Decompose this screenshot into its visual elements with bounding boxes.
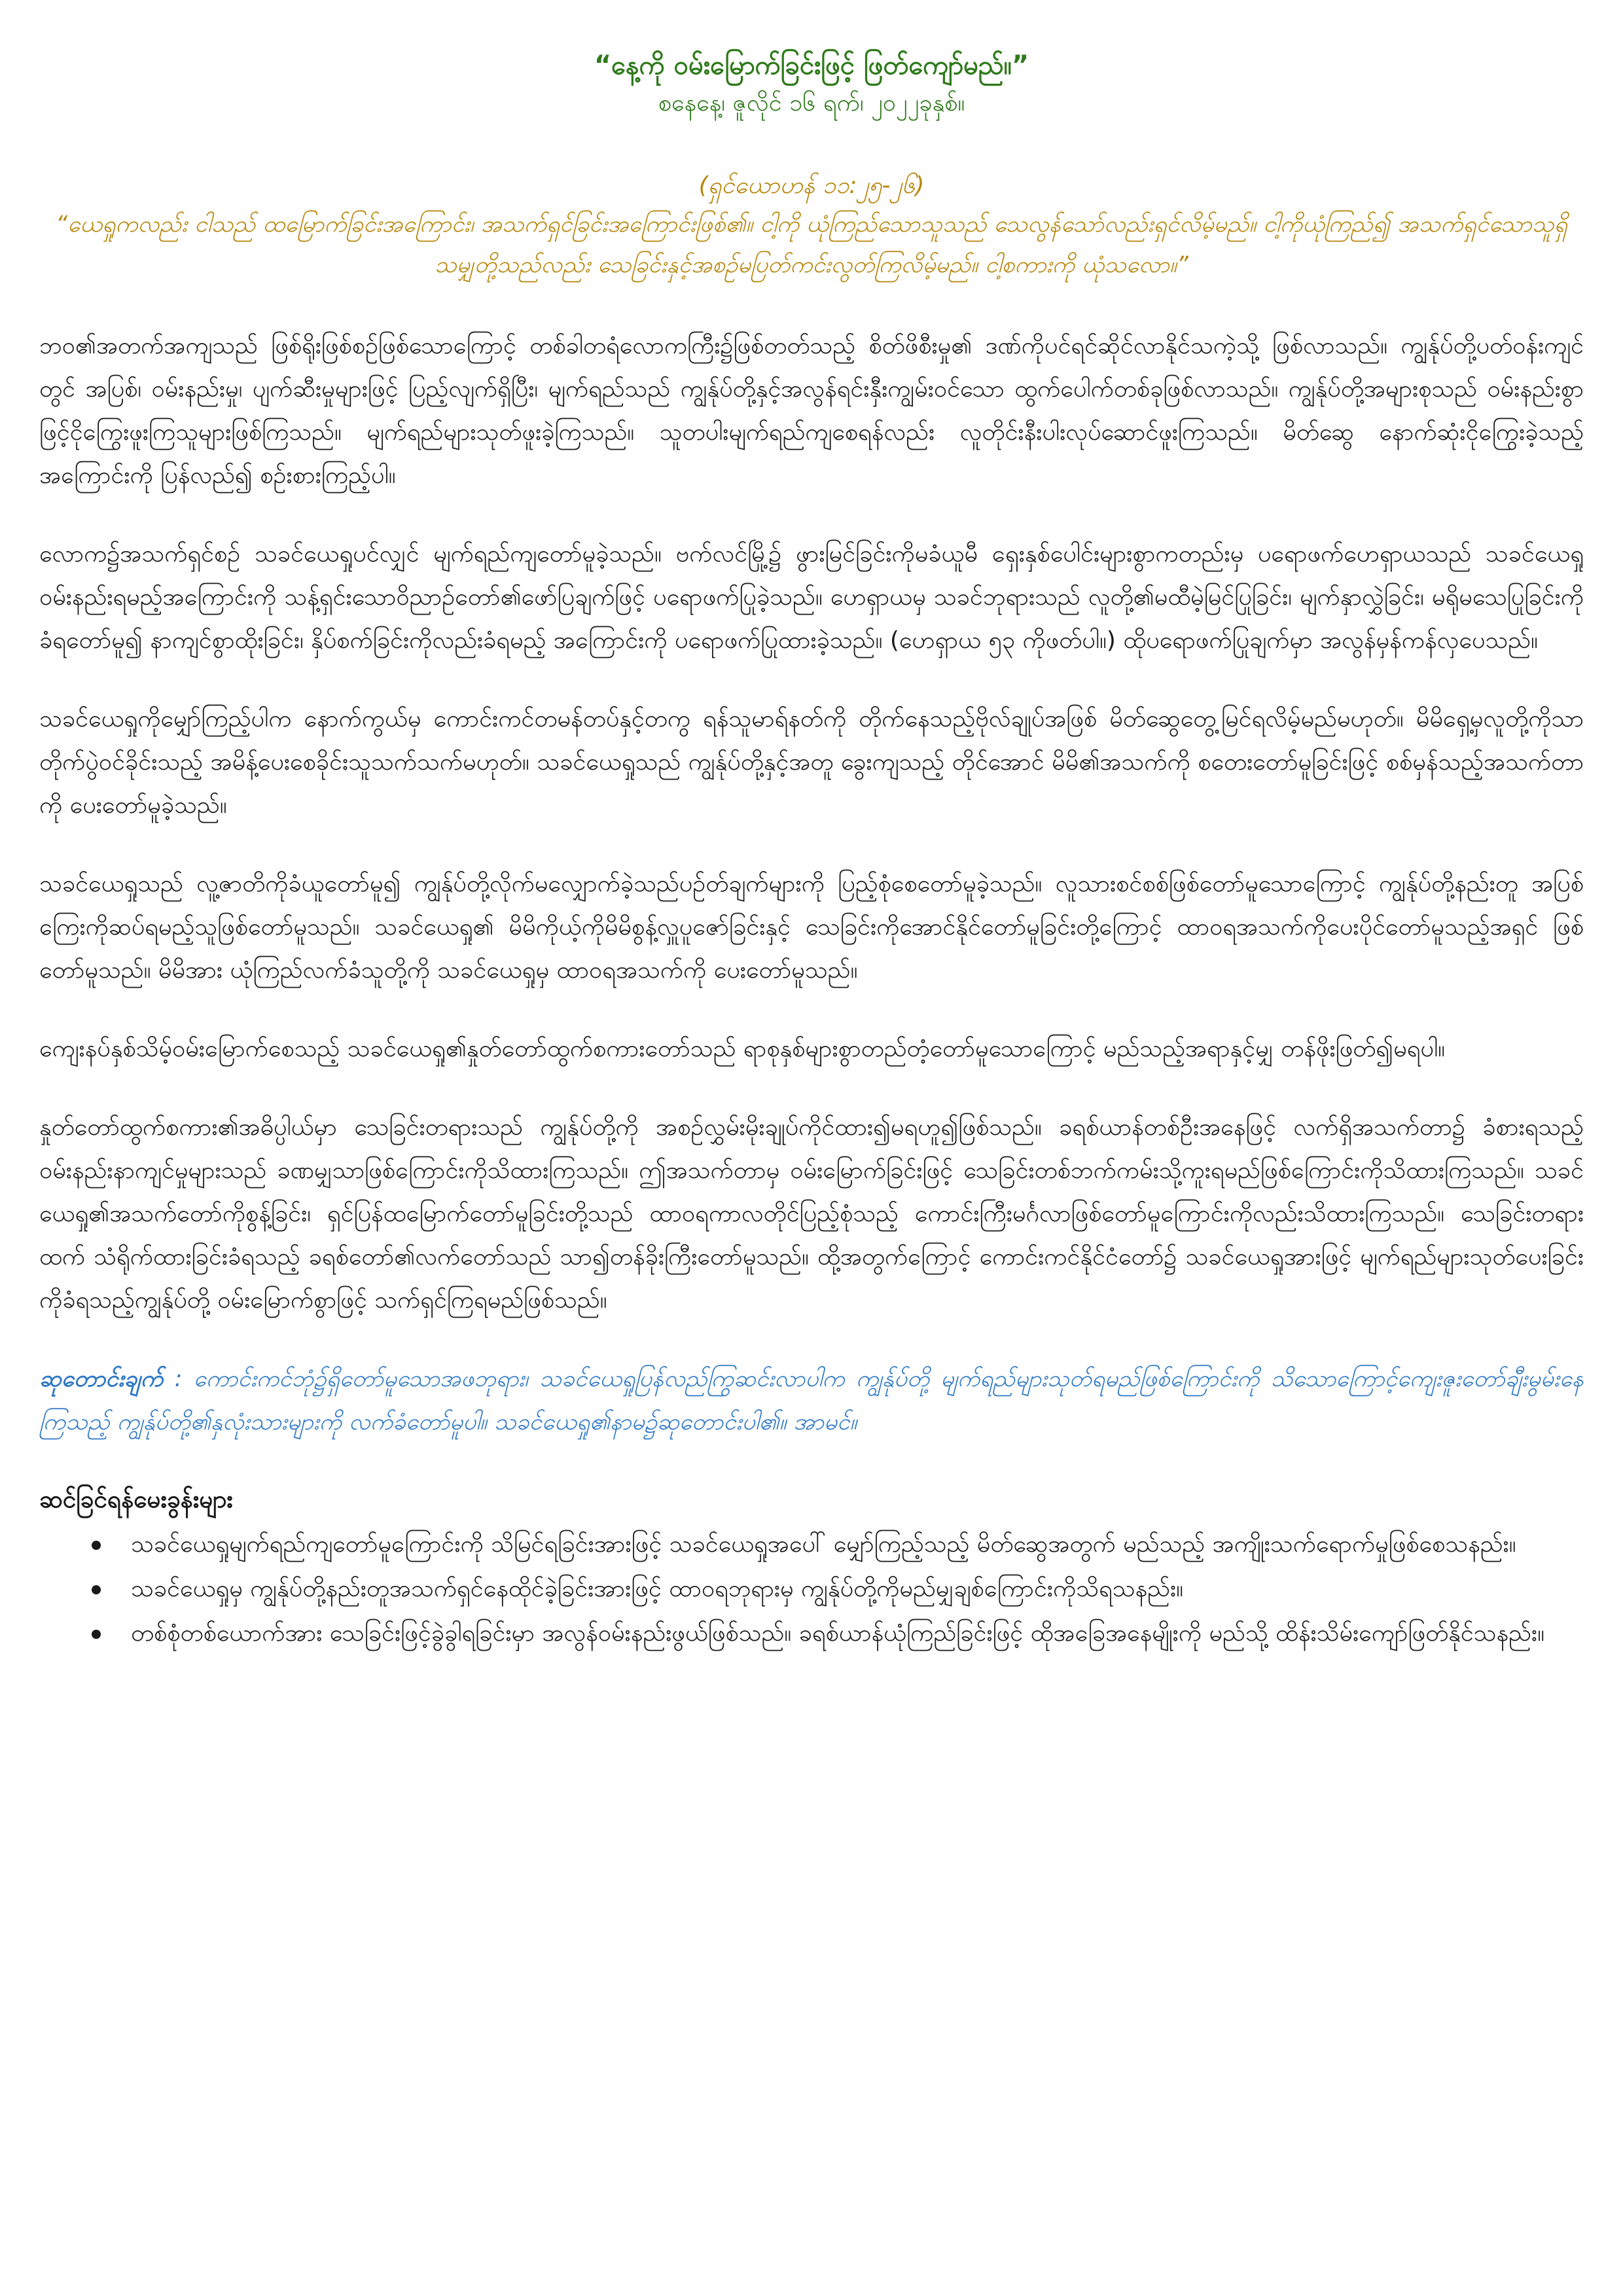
bullet-icon [92,1585,101,1594]
body-paragraph: နှုတ်တော်ထွက်စကား၏အဓိပ္ပါယ်မှာ သေခြင်းတရားသည် ကျွန်ုပ်တို့ကို အစဉ်လွှမ်းမိုးချုပ်ကိုင်ထား၍မရဟူ၍ဖြစ်သည်။ ခရစ်ယာန်တစ်ဦးအနေဖြင့် လက်ရှိအသက်တာ၌ ခံစားရသည့်ဝမ်းနည်းနာကျင်မှုများသည် ခဏမျှသာဖြစ်ကြောင်းကိုသိထားကြသည်။ ဤအသက်တာမှ ဝမ်းမြောက်ခြင်းဖြင့် သေခြင်းတစ်ဘက်ကမ်းသို့ကူးရမည်ဖြစ်ကြောင်းကိုသိထားကြသည်။ သခင်ယေရှု၏အသက်တော်ကိုစွန့်ခြင်း၊ ရှင်ပြန်ထမြောက်တော်မူခြင်းတို့သည် ထာဝရကာလတိုင်ပြည့်စုံသည့် ကောင်းကြီးမင်္ဂလာဖြစ်တော်မူကြောင်းကိုလည်းသိထားကြသည်။ သေခြင်းတရားထက် သံရိုက်ထားခြင်းခံရသည့် ခရစ်တော်၏လက်တော်သည် သာ၍တန်ခိုးကြီးတော်မူသည်။ ထို့အတွက်ကြောင့် ကောင်းကင်နိုင်ငံတော်၌ သခင်ယေရှုအားဖြင့် မျက်ရည်များသုတ်ပေးခြင်းကိုခံရသည့်ကျွန်ုပ်တို့ ဝမ်းမြောက်စွာဖြင့် သက်ရှင်ကြရမည်ဖြစ်သည်။ [39,1114,1584,1314]
questions-list [39,1524,1584,1655]
scripture-quote: “ယေရှုကလည်း ငါသည် ထမြောက်ခြင်းအကြောင်း၊ အသက်ရှင်ခြင်းအကြောင်းဖြစ်၏။ ငါ့ကို ယုံကြည်သောသူသည် သေလွန်သော်လည်းရှင်လိမ့်မည်။ ငါ့ကိုယုံကြည်၍ အသက်ရှင်သောသူရှိသမျှတို့သည်လည်း သေခြင်းနှင့်အစဉ်မပြတ်ကင်းလွတ်ကြလိမ့်မည်။ ငါ့စကားကို ယုံသလော။” [56,211,1567,278]
list-item [92,1568,1584,1610]
bullet-icon [92,1630,101,1639]
body-paragraph: သခင်ယေရှုသည် လူ့ဇာတိကိုခံယူတော်မူ၍ ကျွန်ုပ်တို့လိုက်မလျှောက်ခဲ့သည်ပဉ်တ်ချက်များကို ပြည့်စုံစေတော်မူခဲ့သည်။ လူသားစင်စစ်ဖြစ်တော်မူသောကြောင့် ကျွန်ုပ်တို့နည်းတူ အပြစ်ကြေးကိုဆပ်ရမည့်သူဖြစ်တော်မူသည်။ သခင်ယေရှု၏ မိမိကိုယ့်ကိုမိမိစွန့်လှူပူဇော်ခြင်းနှင့် သေခြင်းကိုအောင်နိုင်တော်မူခြင်းတို့ကြောင့် ထာဝရအသက်ကိုပေးပိုင်တော်မူသည့်အရှင် ဖြစ်တော်မူသည်။ မိမိအား ယုံကြည်လက်ခံသူတို့ကို သခင်ယေရှုမှ ထာဝရအသက်ကို ပေးတော်မူသည်။ [39,870,1584,984]
bullet-icon [92,1541,101,1550]
question-text: တစ်စုံတစ်ယောက်အား သေခြင်းဖြင့်ခွဲခွါရခြင်းမှာ အလွန်ဝမ်းနည်းဖွယ်ဖြစ်သည်။ ခရစ်ယာန်ယုံကြည်ခြင်းဖြင့် ထိုအခြေအနေမျိုးကို မည်သို့ ထိန်းသိမ်းကျော်ဖြတ်နိုင်သနည်း။ [131,1620,1544,1647]
prayer-separator: : [163,1366,194,1392]
body-paragraph: လောက၌အသက်ရှင်စဉ် သခင်ယေရှုပင်လျှင် မျက်ရည်ကျတော်မူခဲ့သည်။ ဗက်လင်မြို့၌ ဖွားမြင်ခြင်းကိုမခံယူမီ ရှေးနှစ်ပေါင်းများစွာကတည်းမှ ပရောဖက်ဟေရှာယသည် သခင်ယေရှုဝမ်းနည်းရမည့်အကြောင်းကို သန့်ရှင်းသောဝိညာဉ်တော်၏ဖော်ပြချက်ဖြင့် ပရောဖက်ပြုခဲ့သည်။ ဟေရှာယမှ သခင်ဘုရားသည် လူတို့၏မထီမဲ့မြင်ပြုခြင်း၊ မျက်နှာလွှဲခြင်း၊ မရိုမသေပြုခြင်းကိုခံရတော်မူ၍ နာကျင်စွာထိုးခြင်း၊ နှိပ်စက်ခြင်းကိုလည်းခံရမည့် အကြောင်းကို ပရောဖက်ပြုထားခဲ့သည်။ (ဟေရှာယ ၅၃ ကိုဖတ်ပါ။) ထိုပရောဖက်ပြုချက်မှာ အလွန်မှန်ကန်လှပေသည်။ [39,541,1584,654]
list-item [92,1613,1584,1655]
prayer-label: ဆုတောင်းချက် [39,1366,164,1392]
body-paragraph: ဘဝ၏အတက်အကျသည် ဖြစ်ရိုးဖြစ်စဉ်ဖြစ်သောကြောင့် တစ်ခါတရံလောကကြီး၌ဖြစ်တတ်သည့် စိတ်ဖိစီးမှု၏ ဒဏ်ကိုပင်ရင်ဆိုင်လာနိုင်သကဲ့သို့ ဖြစ်လာသည်။ ကျွန်ုပ်တို့ပတ်ဝန်းကျင်တွင် အပြစ်၊ ဝမ်းနည်းမှု၊ ပျက်ဆီးမှုများဖြင့် ပြည့်လျက်ရှိပြီး၊ မျက်ရည်သည် ကျွန်ုပ်တို့နှင့်အလွန်ရင်းနှီးကျွမ်းဝင်သော ထွက်ပေါက်တစ်ခုဖြစ်လာသည်။ ကျွန်ုပ်တို့အများစုသည် ဝမ်းနည်းစွာဖြင့်ငိုကြွေးဖူးကြသူများဖြစ်ကြသည်။ မျက်ရည်များသုတ်ဖူးခဲ့ကြသည်။ သူတပါးမျက်ရည်ကျစေရန်လည်း လူတိုင်းနီးပါးလုပ်ဆောင်ဖူးကြသည်။ မိတ်ဆွေ နောက်ဆုံးငိုကြွေးခဲ့သည့်အကြောင်းကို ပြန်လည်၍ စဉ်းစားကြည့်ပါ။ [39,332,1584,489]
question-text: သခင်ယေရှုမှ ကျွန်ုပ်တို့နည်းတူအသက်ရှင်နေထိုင်ခဲ့ခြင်းအားဖြင့် ထာဝရဘုရားမှ ကျွန်ုပ်တို့ကိုမည်မျှချစ်ကြောင်းကိုသိရသနည်း။ [131,1575,1184,1602]
question-text: သခင်ယေရှုမျက်ရည်ကျတော်မူကြောင်းကို သိမြင်ရခြင်းအားဖြင့် သခင်ယေရှုအပေါ် မျှော်ကြည့်သည့် မိတ်ဆွေအတွက် မည်သည့် အကျိုးသက်ရောက်မှုဖြစ်စေသနည်း။ [131,1531,1516,1558]
scripture-reference: (ရှင်ယောဟန် ၁၁:၂၅-၂၆) [698,172,925,199]
body-paragraph: သခင်ယေရှုကိုမျှော်ကြည့်ပါက နောက်ကွယ်မှ ကောင်းကင်တမန်တပ်နှင့်တကွ ရန်သူမာရ်နတ်ကို တိုက်နေသည့်ဗိုလ်ချုပ်အဖြစ် မိတ်ဆွေတွေ့မြင်ရလိမ့်မည်မဟုတ်။ မိမိရှေ့မှလူတို့ကိုသာ တိုက်ပွဲဝင်ခိုင်းသည့် အမိန့်ပေးစေခိုင်းသူသက်သက်မဟုတ်။ သခင်ယေရှုသည် ကျွန်ုပ်တို့နှင့်အတူ ခွေးကျသည့် တိုင်အောင် မိမိ၏အသက်ကို စတေးတော်မူခြင်းဖြင့် စစ်မှန်သည့်အသက်တာကို ပေးတော်မူခဲ့သည်။ [39,706,1584,819]
list-item [92,1524,1584,1566]
body-paragraph: ကျေးနပ်နှစ်သိမ့်ဝမ်းမြောက်စေသည့် သခင်ယေရှု၏နှုတ်တော်ထွက်စကားတော်သည် ရာစုနှစ်များစွာတည်တံ့တော်မူသောကြောင့် မည်သည့်အရာနှင့်မျှ တန်ဖိုးဖြတ်၍မရပါ။ [39,1035,1446,1062]
prayer-text: ကောင်းကင်ဘုံ၌ရှိတော်မူသောအဖဘုရား၊ သခင်ယေရှုပြန်လည်ကြွဆင်းလာပါက ကျွန်ုပ်တို့ မျက်ရည်များသုတ်ရမည်ဖြစ်ကြောင်းကို သိသောကြောင့်ကျေးဇူးတော်ချီးမွမ်းနေကြသည့် ကျွန်ုပ်တို့၏နှလုံးသားများကို လက်ခံတော်မူပါ။ သခင်ယေရှု၏နာမ၌ဆုတောင်းပါ၏။ အာမင်။ [39,1366,1584,1435]
prayer-block [39,1357,1584,1444]
date-line: စနေနေ့၊ ဇူလိုင် ၁၆ ရက်၊ ၂၀၂၂ခုနှစ်။ [658,90,965,117]
page-title: “နေ့ကို ဝမ်းမြောက်ခြင်းဖြင့် ဖြတ်ကျော်မည်။” [594,50,1029,81]
questions-heading: ဆင်ခြင်ရန်မေးခွန်းများ [39,1485,233,1513]
